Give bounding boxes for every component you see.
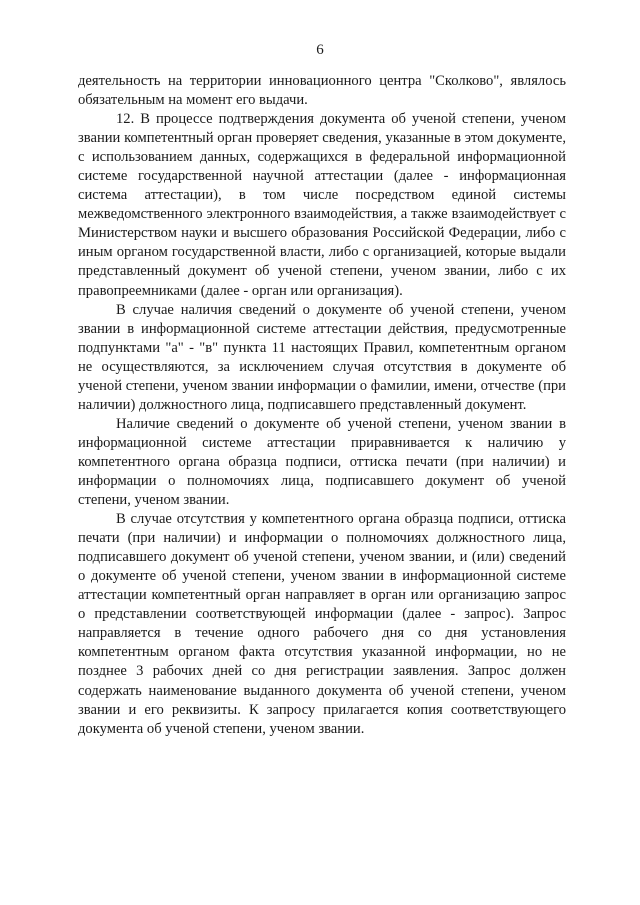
document-body	[78, 72, 566, 739]
paragraph-equivalence: Наличие сведений о документе об ученой степени, ученом звании в информационной системе аттестации приравнивается к наличию у компетентного органа образца подписи, оттиска печати (при наличии) и информации о полномочиях лица, подписавшего документ об ученой степени, ученом звании.	[78, 415, 566, 509]
page-number: 6	[316, 42, 324, 58]
paragraph-clause-12: 12. В процессе подтверждения документа об ученой степени, ученом звании компетентный орган проверяет сведения, указанные в этом документе, с использованием данных, содержащихся в федеральной информационной системе государственной научной аттестации (далее - информационная система аттестации), в том числе посредством единой системы межведомственного электронного взаимодействия, а также взаимодействует с Министерством науки и высшего образования Российской Федерации, либо с иным органом государственной власти, либо с организацией, которые выдали представленный документ об ученой степени, ученом звании, либо с их правопреемниками (далее - орган или организация).	[78, 111, 566, 299]
paragraph-attestation-data-present: В случае наличия сведений о документе об ученой степени, ученом звании в информационной системе аттестации действия, предусмотренные подпунктами "а" - "в" пункта 11 настоящих Правил, компетентным органом не осуществляются, за исключением случая отсутствия в документе об ученой степени, ученом звании информации о фамилии, имени, отчестве (при наличии) должностного лица, подписавшего представленный документ.	[78, 301, 566, 413]
paragraph-continuation: деятельность на территории инновационного центра "Сколково", являлось обязательным на момент его выдачи.	[78, 73, 566, 109]
paragraph-request: В случае отсутствия у компетентного органа образца подписи, оттиска печати (при наличии) и информации о полномочиях должностного лица, подписавшего документ об ученой степени, ученом звании, и (или) сведений о документе об ученой степени, ученом звании в информационной системе аттестации компетентный орган направляет в орган или организацию запрос о представлении соответствующей информации (далее - запрос). Запрос направляется в течение одного рабочего дня со дня установления компетентным органом факта отсутствия указанной информации, но не позднее 3 рабочих дней со дня регистрации заявления. Запрос должен содержать наименование выданного документа об ученой степени, ученом звании и его реквизиты. К запросу прилагается копия соответствующего документа об ученой степени, ученом звании.	[78, 511, 566, 737]
